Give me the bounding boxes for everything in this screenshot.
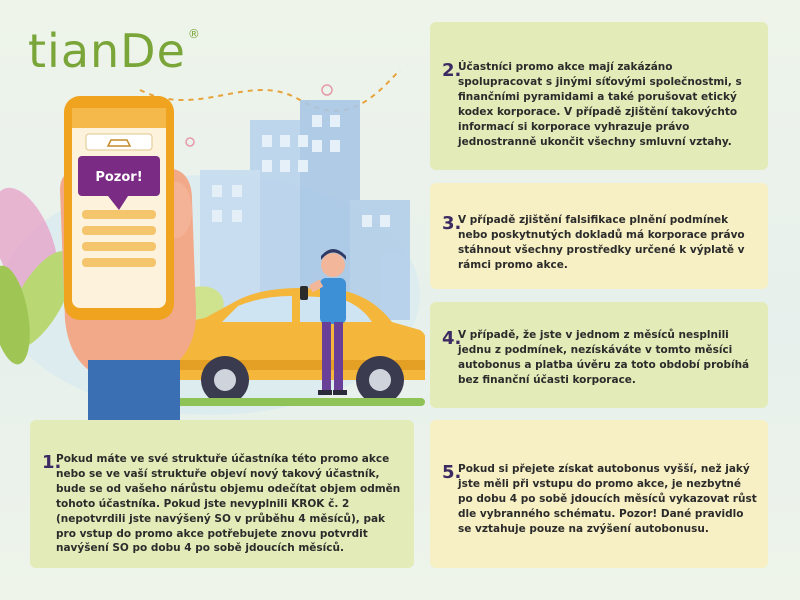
decor-circle xyxy=(186,138,194,146)
registered-mark: ® xyxy=(187,27,201,41)
rule-card-4 xyxy=(430,302,768,408)
phone-icon xyxy=(64,96,174,320)
rule-card-1 xyxy=(30,420,414,568)
rule-text: Pokud si přejete získat autobonus vyšší, než jaký jste měli při vstupu do promo akce, je nezbytné po dobu 4 po sobě jdoucích měsíců vykazovat růst dle vybranného schématu. Pozor! Dané pravidlo se vztahuje pouze na zvýšení autobonusu. xyxy=(458,463,757,535)
rule-number: 2. xyxy=(442,60,462,81)
phone-bubble-text: Pozor! xyxy=(95,170,143,185)
decor-circle xyxy=(322,85,332,95)
rule-card-3 xyxy=(430,183,768,289)
logo-text: tianDe xyxy=(28,24,186,78)
rule-card-5 xyxy=(430,420,768,568)
rule-card-2 xyxy=(430,22,768,170)
illustration xyxy=(0,60,425,420)
rule-text: V případě zjištění falsifikace plnění podmínek nebo poskytnutých dokladů má korporace právo stáhnout všechny prostředky určené k výplatě v rámci promo akce. xyxy=(458,214,745,271)
rule-number: 5. xyxy=(442,462,462,483)
dashed-path xyxy=(140,70,400,111)
rule-number: 3. xyxy=(442,213,462,234)
rule-text: V případě, že jste v jednom z měsíců nesplnili jednu z podmínek, nezískáváte v tomto měsíci autobonus a platba úvěru za toto období probíhá bez finanční účasti korporace. xyxy=(458,329,750,386)
rule-number: 1. xyxy=(42,452,62,473)
rule-text: Pokud máte ve své struktuře účastníka této promo akce nebo se ve vaší struktuře objeví nový takový účastník, bude se od vašeho nárůstu objemu odečítat objem odměn tohoto účastníka. Pokud jste nevyplnili KROK č. 2 (nepotvrdili jste navýšený SO v průběhu 4 měsíců), pak pro vstup do promo akce potřebujete znovu potvrdit navýšení SO po dobu 4 po sobě jdoucích měsíců. xyxy=(56,453,401,555)
rule-text: Účastníci promo akce mají zakázáno spolupracovat s jinými síťovými společnostmi, s finančními pyramidami a také porušovat etický kodex korporace. V případě zjištění takovýchto informací si korporace vyhrazuje právo jednostranně ukončit všechny smluvní vztahy. xyxy=(458,61,742,148)
rule-number: 4. xyxy=(442,328,462,349)
